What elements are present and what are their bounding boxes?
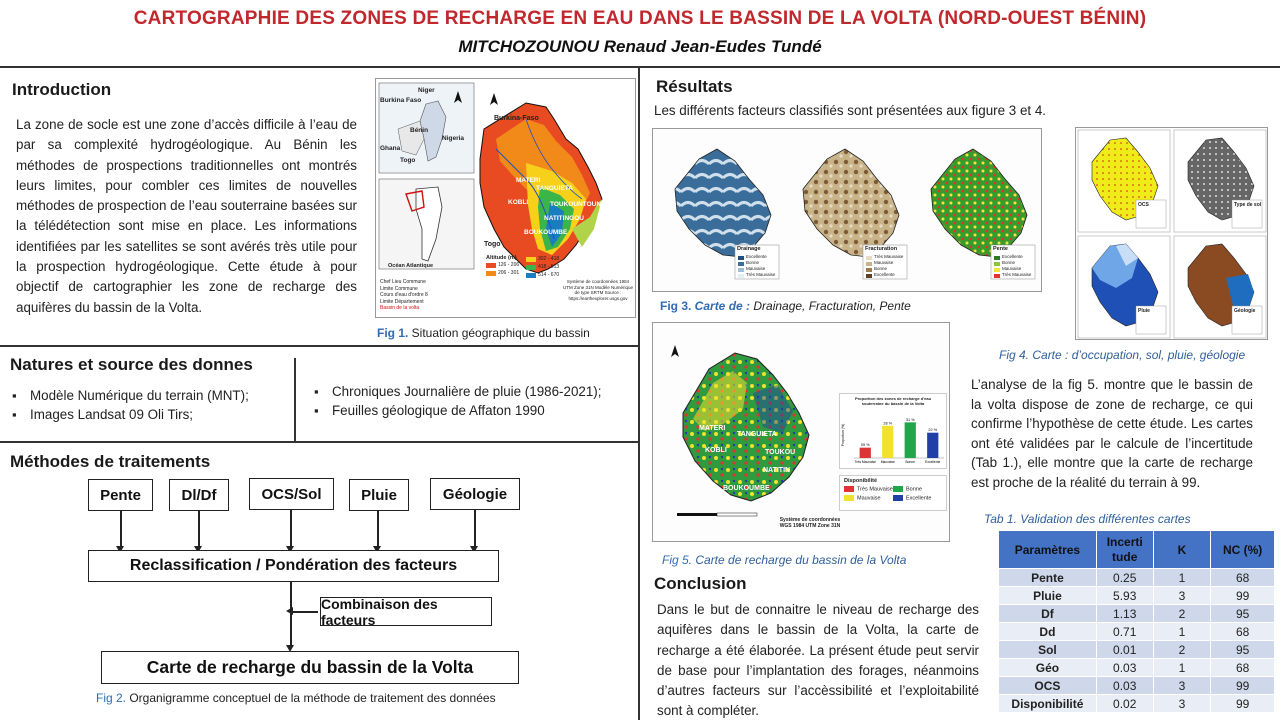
table-row	[999, 641, 1275, 659]
fig3-maps	[652, 128, 1042, 292]
fig3-caption-italic: Drainage, Fracturation, Pente	[753, 299, 911, 313]
legend-entry	[893, 486, 942, 492]
fig5-label: Fig 5.	[662, 553, 693, 567]
chart-data-label: 09 %	[860, 443, 870, 448]
chart-bar	[860, 448, 871, 458]
fig1-label-natitingou: NATITINGOU	[544, 215, 584, 222]
table-header: K	[1153, 531, 1211, 569]
methods-heading: Méthodes de traitements	[10, 452, 211, 471]
natures-list-left	[12, 386, 249, 424]
conclusion-text: Dans le but de connaitre le niveau de recharge des aquifères dans le bassin de la Volta, la carte de recharge a été élaborée. La présent étude peut servir de base pour l’implantation des forages, néanmoins d’autres facteurs sur l’accèssibilité et l’exploitabilité sont à compléter.	[657, 602, 979, 719]
fig5-town: TOUKOU	[765, 449, 796, 456]
table-cell: 99	[1211, 677, 1275, 695]
fig1-label-ocean: Océan Atlantique	[388, 263, 434, 269]
legend-item: Mauvaise	[746, 266, 766, 271]
fig1-label-nigeria: Nigeria	[442, 135, 465, 142]
table-header: Paramètres	[999, 531, 1097, 569]
table-cell: 95	[1211, 605, 1275, 623]
analysis-text: L’analyse de la fig 5. montre que le bassin de la volta dispose de zone de recharge, ce qui confirme l’hypothèse de cette étude. Les cartes ont été validées par le calcule de l’incertitude (Tab 1.), elle montre que la carte de recharge est proche de la réalité du terrain à 99.	[971, 377, 1253, 490]
legend-item: Mauvaise	[874, 260, 894, 265]
legend-entry	[844, 495, 893, 501]
table-cell: 2	[1153, 605, 1211, 623]
results-text: Les différents facteurs classifiés sont présentées aux figure 3 et 4.	[654, 103, 1047, 118]
fig3-fracturation-legend	[874, 254, 903, 278]
table-cell: Géo	[999, 659, 1097, 677]
fig3-drainage-legend	[746, 254, 775, 278]
table-cell: 1	[1153, 569, 1211, 587]
table-cell: 0.01	[1096, 641, 1153, 659]
natures-divider	[0, 441, 639, 443]
chart-category-label: Très Mauvaise	[854, 460, 876, 464]
fig1-caption-text: Situation géographique du bassin	[408, 326, 590, 340]
factor-box-pluie: Pluie	[349, 479, 409, 511]
table-cell: 5.93	[1096, 587, 1153, 605]
table-cell: 1	[1153, 623, 1211, 641]
legend-entry	[893, 495, 942, 501]
final-map-box: Carte de recharge du bassin de la Volta	[101, 651, 519, 684]
fig1-label-togo: Togo	[400, 157, 416, 164]
table-cell: Dd	[999, 623, 1097, 641]
intro-heading: Introduction	[12, 80, 112, 99]
fig4-caption-text: Carte : d’occupation, sol, pluie, géologie	[1029, 348, 1246, 362]
table-cell: Pente	[999, 569, 1097, 587]
table-row	[999, 677, 1275, 695]
legend-label: Excellente	[906, 495, 932, 502]
fig2-label: Fig 2.	[96, 691, 127, 705]
fig5-legend-grid	[844, 486, 942, 502]
legend-item: Excellente	[746, 254, 767, 259]
fig4-label: Fig 4.	[999, 348, 1030, 362]
fig1-alt2: 206 - 301	[498, 270, 520, 276]
flow-arrow	[290, 510, 292, 547]
fig5-caption-text: Carte de recharge du bassin de la Volta	[692, 553, 907, 567]
table-row	[999, 587, 1275, 605]
natures-item: ▪ Modèle Numérique du terrain (MNT);	[12, 386, 249, 405]
fig5-town: NATITIN	[763, 467, 791, 474]
fig1-location-map	[375, 78, 636, 318]
fig5-caption	[662, 553, 906, 567]
fig1-caption	[377, 326, 590, 340]
fig4-maps	[1075, 127, 1268, 340]
conclusion-heading: Conclusion	[654, 574, 747, 593]
table-cell: 3	[1153, 587, 1211, 605]
fig5-town: BOUKOUMBE	[723, 485, 770, 492]
fig1-label-materi: MATERI	[516, 177, 541, 184]
fig4-ocs-title: OCS	[1138, 202, 1149, 208]
natures-heading: Natures et source des donnes	[10, 355, 253, 374]
fig5-chart-panel	[839, 393, 947, 469]
intro-text: La zone de socle est une zone d’accès difficile à l’eau de par sa complexité hydrogéologique. Au Bénin les méthodes de prospections traditionnelles ont montrés leurs limites, pour combler ces limites de nouvelles méthodes de prospection de l’eau souterraine basées sur la télédétection sont mise en place. Les informations identifiées par les satellites se sont avérés très utile pour la prospection hydrogéologique. Cette étude à pour objectif de cartographier les zone de recharge des aquifères du bassin de la Volta.	[16, 117, 357, 315]
legend-swatch	[844, 486, 854, 492]
fig1-legend-2: Limite Commune	[380, 285, 418, 292]
poster-author: MITCHOZOUNOU Renaud Jean-Eudes Tundé	[458, 37, 822, 56]
table-cell: 0.71	[1096, 623, 1153, 641]
chart-data-label: 31 %	[905, 417, 915, 422]
table-cell: 68	[1211, 569, 1275, 587]
flow-arrow	[120, 511, 122, 547]
table-cell: 0.02	[1096, 695, 1153, 713]
factor-box-dldf: Dl/Df	[169, 479, 229, 511]
chart-y-label: Proportion (%)	[841, 423, 845, 447]
table-cell: Sol	[999, 641, 1097, 659]
fig5-legend	[839, 475, 947, 511]
legend-swatch	[893, 486, 903, 492]
legend-item: Très Mauvaise	[1002, 272, 1032, 277]
fig1-alt3: 302 - 418	[538, 256, 560, 262]
legend-item: Excellente	[874, 272, 895, 277]
reclassification-box: Reclassification / Pondération des facteurs	[88, 550, 499, 582]
table-cell: 0.25	[1096, 569, 1153, 587]
legend-item: Bonne	[1002, 260, 1016, 265]
fig3-maps-graphic	[653, 129, 1042, 292]
fig5-town: KOBLI	[705, 447, 727, 454]
fig3-pente-title: Pente	[993, 246, 1008, 252]
fig1-alt5: 514 - 670	[538, 272, 560, 278]
chart-bar	[882, 426, 893, 458]
table-cell: 68	[1211, 623, 1275, 641]
natures-column-divider	[294, 358, 296, 441]
table-cell: 99	[1211, 587, 1275, 605]
fig1-label-burkina: Burkina Faso	[380, 97, 422, 104]
table-cell: 95	[1211, 641, 1275, 659]
fig3-caption	[660, 299, 911, 313]
fig5-bar-chart	[840, 406, 948, 468]
legend-label: Bonne	[906, 486, 922, 493]
fig1-label-burkina2: Burkina-Faso	[494, 115, 539, 122]
fig5-coords: Système de coordonnées WGS 1984 UTM Zone 31N	[779, 517, 841, 529]
chart-data-label: 22 %	[928, 428, 938, 433]
table-cell: 68	[1211, 659, 1275, 677]
fig1-legend	[380, 279, 560, 312]
flow-arrow	[377, 511, 379, 547]
fig1-alt1: 126 - 206	[498, 262, 520, 268]
table-cell: 2	[1153, 641, 1211, 659]
fig3-caption-mid: Carte de :	[691, 299, 754, 313]
table-cell: 0.03	[1096, 659, 1153, 677]
chart-bar	[905, 422, 916, 458]
fig1-alt4: 418 - 513	[538, 264, 560, 270]
natures-item: ▪ Feuilles géologique de Affaton 1990	[314, 401, 601, 420]
natures-item: ▪ Images Landsat 09 Oli Tirs;	[12, 405, 249, 424]
fig1-label: Fig 1.	[377, 326, 409, 340]
chart-category-label: Mauvaise	[880, 460, 895, 464]
header-divider	[0, 66, 1280, 68]
legend-label: Mauvaise	[857, 495, 881, 502]
fig5-chart-title: Proportion des zones de recharge d'eau souterraine du bassin de la Volta	[854, 396, 932, 406]
table-row	[999, 569, 1275, 587]
legend-item: Très Mauvaise	[874, 254, 904, 259]
fig5-recharge-map	[652, 322, 950, 542]
table-header: Incertitude	[1096, 531, 1153, 569]
fig3-label: Fig 3.	[660, 299, 692, 313]
flow-arrow	[474, 510, 476, 547]
fig1-label-toukountouna: TOUKOUNTOUNA	[550, 201, 606, 208]
table-cell: OCS	[999, 677, 1097, 695]
fig1-label-niger: Niger	[418, 87, 435, 94]
fig2-caption-text: Organigramme conceptuel de la méthode de traitement des données	[126, 691, 496, 705]
factor-box-ocs-sol: OCS/Sol	[249, 478, 334, 510]
fig1-legend-3: Cours d'eau d'ordre 8	[380, 292, 428, 299]
legend-swatch	[844, 495, 854, 501]
fig1-source: Système de coordonnées 1984 UTM Zone 31N Modèle Numérique de type SRTM Source : https://earthexplorer.usgs.gov	[562, 279, 634, 301]
fig4-sol-title: Type de sol	[1234, 202, 1262, 208]
factor-box-geologie: Géologie	[430, 478, 520, 510]
table1-caption: Tab 1. Validation des différentes cartes	[984, 512, 1191, 526]
intro-divider	[0, 345, 639, 347]
fig1-legend-1: Chef Lieu Commune	[380, 279, 426, 285]
legend-item: Mauvaise	[1002, 266, 1022, 271]
table-cell: 1	[1153, 659, 1211, 677]
fig1-label-kobli: KOBLI	[508, 199, 529, 206]
fig1-label-togo2: Togo	[484, 241, 501, 248]
fig4-pluie-title: Pluie	[1138, 308, 1150, 314]
table-row	[999, 605, 1275, 623]
fig1-label-tanguieta: TANGUIETA	[536, 185, 573, 192]
legend-swatch	[893, 495, 903, 501]
fig3-fracturation-title: Fracturation	[865, 246, 898, 252]
legend-item: Bonne	[746, 260, 760, 265]
fig2-caption	[96, 691, 496, 705]
fig1-label-altitude: Altitude (m)	[486, 255, 517, 261]
table-cell: Pluie	[999, 587, 1097, 605]
table-cell: 0.03	[1096, 677, 1153, 695]
poster-title: CARTOGRAPHIE DES ZONES DE RECHARGE EN EAU DANS LE BASSIN DE LA VOLTA (NORD-OUEST BÉNIN)	[133, 8, 1147, 29]
factor-box-pente: Pente	[88, 479, 153, 511]
flow-arrow	[198, 511, 200, 547]
results-heading: Résultats	[656, 77, 733, 96]
table-cell: Disponibilité	[999, 695, 1097, 713]
natures-list-right	[314, 382, 601, 420]
fig1-label-boukoumbe: BOUKOUMBE	[524, 229, 568, 236]
combination-arrow	[292, 611, 318, 613]
chart-category-label: Bonne	[905, 460, 916, 464]
fig1-label-benin: Bénin	[410, 127, 429, 134]
table-header: NC (%)	[1211, 531, 1275, 569]
table-cell: 99	[1211, 695, 1275, 713]
natures-item: ▪ Chroniques Journalière de pluie (1986-2021);	[314, 382, 601, 401]
table-cell: 3	[1153, 677, 1211, 695]
chart-data-label: 28 %	[883, 421, 893, 426]
table-header-row	[999, 531, 1275, 569]
table-cell: 1.13	[1096, 605, 1153, 623]
fig1-label-ghana: Ghana	[380, 145, 401, 152]
table-cell: 3	[1153, 695, 1211, 713]
table-row	[999, 659, 1275, 677]
chart-category-label: Excellente	[925, 460, 941, 464]
table-row	[999, 623, 1275, 641]
fig5-town: TANGUIETA	[737, 431, 777, 438]
combination-box: Combinaison des facteurs	[320, 597, 492, 626]
fig5-legend-title: Disponibilité	[844, 478, 877, 484]
fig1-legend-5: Bassin de la volta	[380, 305, 420, 312]
fig4-geologie-title: Géologie	[1234, 308, 1256, 314]
fig5-town: MATERI	[699, 425, 726, 432]
legend-item: Excellente	[1002, 254, 1023, 259]
legend-entry	[844, 486, 893, 492]
fig3-drainage-title: Drainage	[737, 246, 761, 252]
fig4-caption	[999, 348, 1245, 362]
table-cell: Df	[999, 605, 1097, 623]
table-row	[999, 695, 1275, 713]
legend-item: Très Mauvaise	[746, 272, 776, 277]
chart-bar	[927, 433, 938, 458]
legend-item: Bonne	[874, 266, 888, 271]
fig3-pente-legend	[1002, 254, 1031, 278]
column-divider	[638, 66, 640, 720]
validation-table	[998, 530, 1275, 713]
legend-label: Très Mauvaise	[857, 486, 893, 493]
fig1-legend-4: Limite Département	[380, 298, 424, 305]
